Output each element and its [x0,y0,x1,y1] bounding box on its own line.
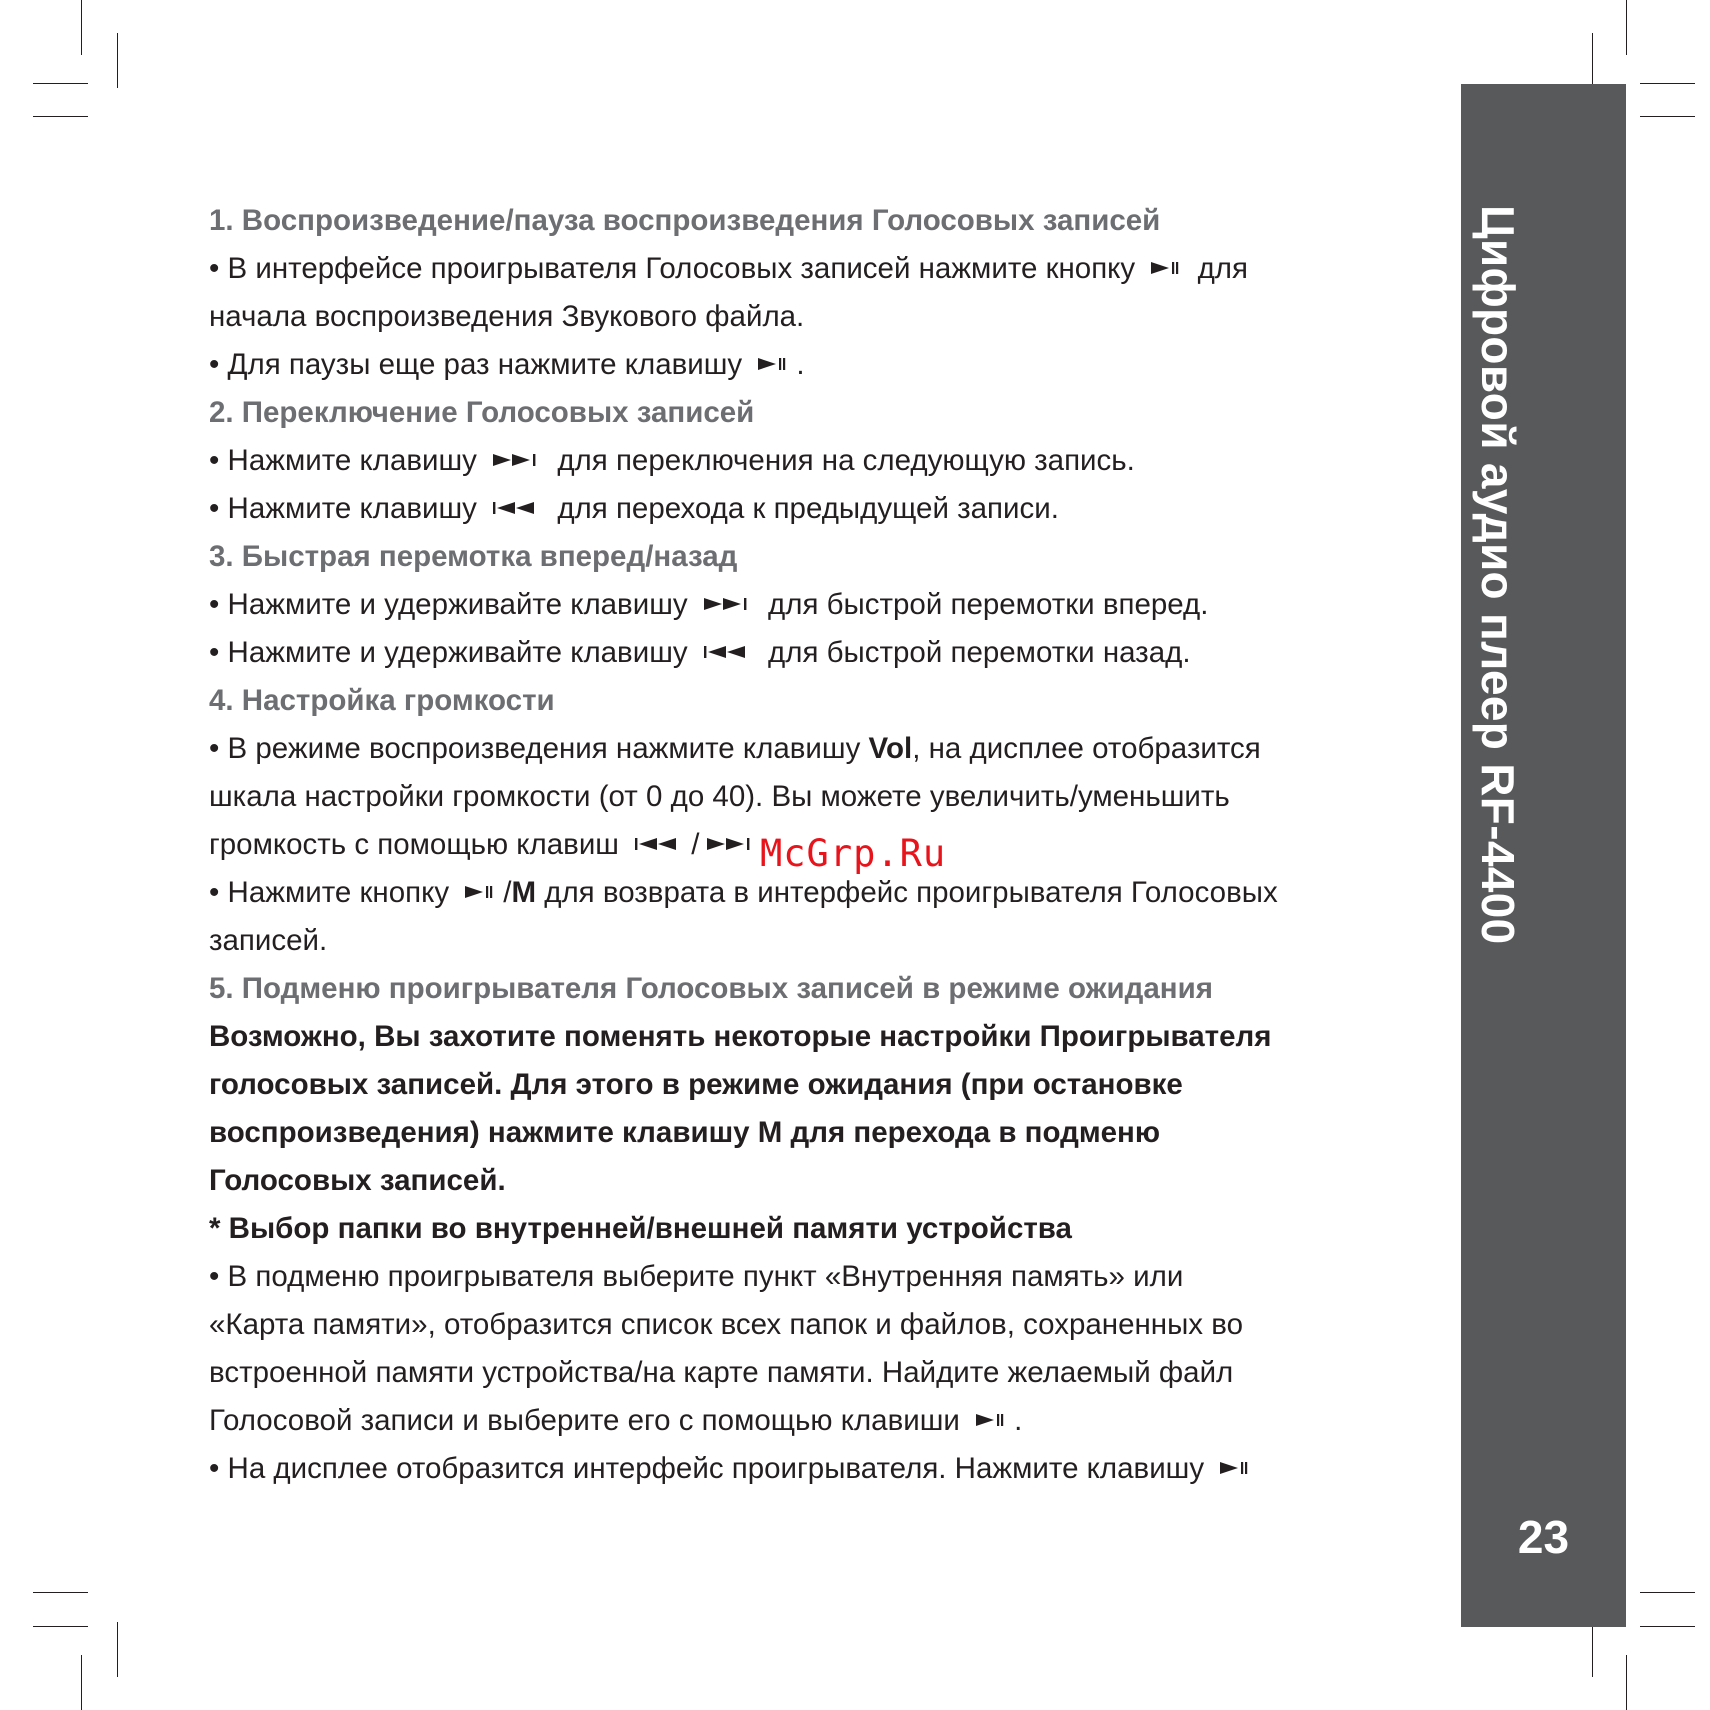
body-line [209,245,1399,293]
bold-paragraph-line: Голосовых записей. [209,1164,506,1197]
body-line: записей. [209,924,328,957]
text: для возврата в интерфейс проигрывателя Голосовых [536,876,1278,909]
text: • Нажмите клавишу [209,444,477,477]
text: • Нажмите и удерживайте клавишу [209,636,688,669]
text: для [1197,252,1248,285]
text: • В интерфейсе проигрывателя Голосовых записей нажмите кнопку [209,252,1136,285]
text: / [691,828,700,861]
text: / [503,876,512,909]
crop-mark [81,0,82,55]
m-key-label: M [511,876,537,909]
crop-mark [1592,1622,1593,1677]
text: для быстрой перемотки назад. [768,636,1191,669]
prev-track-icon [491,499,543,517]
prev-track-icon [702,643,754,661]
body-line: встроенной памяти устройства/на карте памяти. Найдите желаемый файл [209,1356,1234,1389]
body-line [209,725,1399,773]
section-4-heading: 4. Настройка громкости [209,684,555,717]
crop-mark [1640,116,1695,117]
next-track-icon [491,451,543,469]
body-line: шкала настройки громкости (от 0 до 40). Вы можете увеличить/уменьшить [209,780,1230,813]
body-line: • В подменю проигрывателя выберите пункт «Внутренняя память» или [209,1260,1184,1293]
body-line [209,437,1399,485]
crop-mark [1626,1655,1627,1710]
next-track-icon [702,595,754,613]
section-2-heading: 2. Переключение Голосовых записей [209,396,755,429]
body-line [209,341,1399,389]
crop-mark [1592,33,1593,88]
crop-mark [117,1622,118,1677]
section-5-heading: 5. Подменю проигрывателя Голосовых записей в режиме ожидания [209,972,1213,1005]
body-line [209,869,1399,917]
play-pause-icon [756,355,790,373]
text: . [796,348,805,381]
body-line [209,1445,1399,1493]
crop-mark [117,33,118,88]
crop-mark [33,1592,88,1593]
crop-mark [1640,1626,1695,1627]
text: для быстрой перемотки вперед. [768,588,1209,621]
text: • На дисплее отобразится интерфейс проигрывателя. Нажмите клавишу [209,1452,1205,1485]
crop-mark [1640,83,1695,84]
text: • Нажмите клавишу [209,492,477,525]
text: • Нажмите и удерживайте клавишу [209,588,688,621]
crop-mark [33,1626,88,1627]
watermark: McGrp.Ru [760,832,947,875]
text: . [1014,1404,1023,1437]
body-line [209,581,1399,629]
prev-track-icon [633,835,685,853]
text: • Для паузы еще раз нажмите клавишу [209,348,743,381]
section-3-heading: 3. Быстрая перемотка вперед/назад [209,540,738,573]
text: для переключения на следующую запись. [557,444,1135,477]
subsection-heading: * Выбор папки во внутренней/внешней памяти устройства [209,1212,1072,1245]
sidebar-title: Цифровой аудио плеер RF-4400 [1472,205,1524,945]
vol-key-label: Vol [868,732,913,765]
bold-paragraph-line: воспроизведения) нажмите клавишу M для перехода в подменю [209,1116,1161,1149]
crop-mark [1626,0,1627,55]
crop-mark [33,83,88,84]
bold-paragraph-line: голосовых записей. Для этого в режиме ожидания (при остановке [209,1068,1183,1101]
body-line: «Карта памяти», отобразится список всех папок и файлов, сохраненных во [209,1308,1243,1341]
body-line [209,1397,1399,1445]
text: для перехода к предыдущей записи. [557,492,1059,525]
page-number: 23 [1517,1511,1570,1563]
text: Голосовой записи и выберите его с помощью клавиши [209,1404,960,1437]
next-track-icon [705,835,757,853]
body-line: начала воспроизведения Звукового файла. [209,300,805,333]
body-line [209,485,1399,533]
text: , на дисплее отобразится [912,732,1261,765]
play-pause-icon [1149,259,1183,277]
text: громкость с помощью клавиш [209,828,619,861]
bold-paragraph-line: Возможно, Вы захотите поменять некоторые настройки Проигрывателя [209,1020,1272,1053]
crop-mark [33,116,88,117]
crop-mark [1640,1592,1695,1593]
text: • В режиме воспроизведения нажмите клавишу [209,732,869,765]
play-pause-icon [974,1411,1008,1429]
crop-mark [81,1655,82,1710]
text: • Нажмите кнопку [209,876,450,909]
play-pause-icon [463,883,497,901]
body-line [209,629,1399,677]
section-1-heading: 1. Воспроизведение/пауза воспроизведения Голосовых записей [209,204,1161,237]
play-pause-icon [1218,1459,1252,1477]
